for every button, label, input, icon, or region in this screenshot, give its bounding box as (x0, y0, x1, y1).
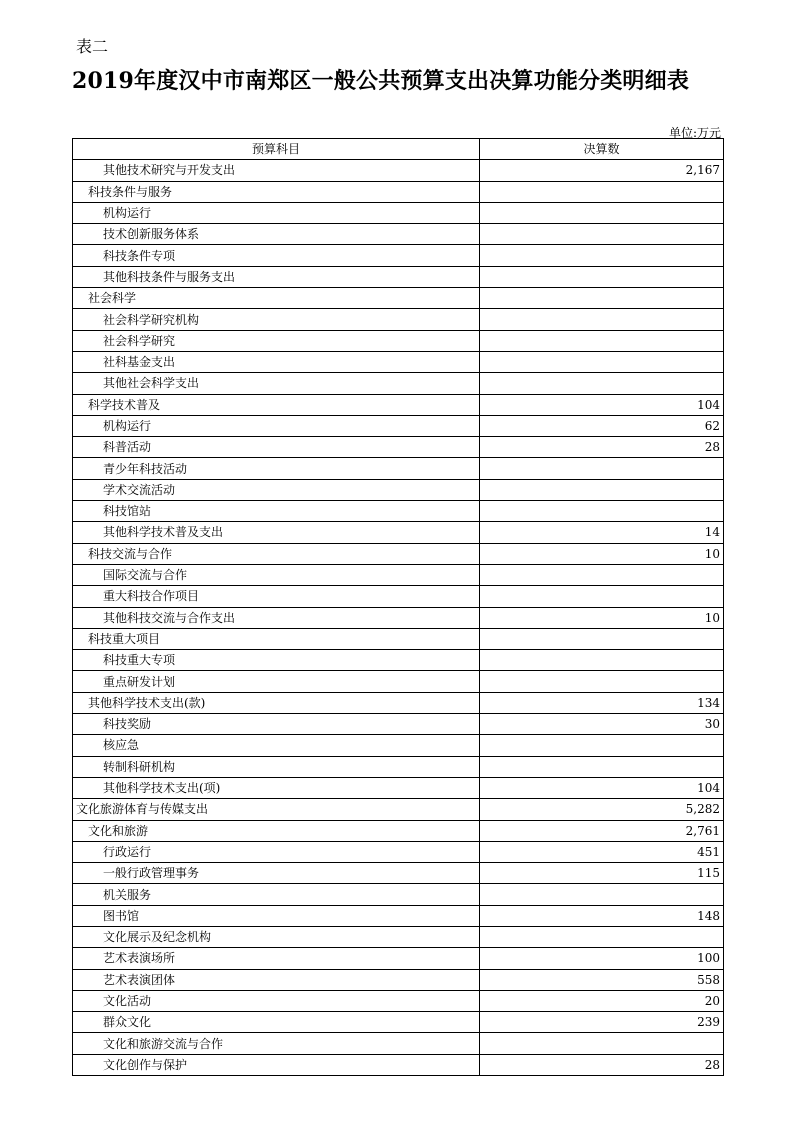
amount-cell (480, 756, 724, 777)
amount-cell: 104 (480, 394, 724, 415)
subject-cell: 社会科学研究 (73, 330, 480, 351)
table-row (73, 926, 724, 947)
table-row (73, 671, 724, 692)
table-row (73, 543, 724, 564)
subject-cell: 机关服务 (73, 884, 480, 905)
amount-cell: 115 (480, 863, 724, 884)
subject-cell: 其他科学技术普及支出 (73, 522, 480, 543)
subject-cell: 科技重大专项 (73, 650, 480, 671)
table-row (73, 501, 724, 522)
subject-cell: 国际交流与合作 (73, 564, 480, 585)
amount-cell: 14 (480, 522, 724, 543)
table-row (73, 863, 724, 884)
column-header-subject: 预算科目 (73, 139, 480, 160)
amount-cell: 28 (480, 437, 724, 458)
table-body (73, 160, 724, 1076)
table-row (73, 820, 724, 841)
subject-cell: 其他科学技术支出(款) (73, 692, 480, 713)
subject-cell: 机构运行 (73, 415, 480, 436)
subject-cell: 图书馆 (73, 905, 480, 926)
subject-cell: 核应急 (73, 735, 480, 756)
amount-cell: 10 (480, 543, 724, 564)
table-row (73, 799, 724, 820)
subject-cell: 其他科技条件与服务支出 (73, 266, 480, 287)
subject-cell: 其他社会科学支出 (73, 373, 480, 394)
amount-cell (480, 926, 724, 947)
subject-cell: 艺术表演场所 (73, 948, 480, 969)
amount-cell (480, 650, 724, 671)
table-row (73, 245, 724, 266)
table-row (73, 607, 724, 628)
subject-cell: 科技馆站 (73, 501, 480, 522)
table-row (73, 1033, 724, 1054)
subject-cell: 文化和旅游 (73, 820, 480, 841)
amount-cell (480, 288, 724, 309)
subject-cell: 科学技术普及 (73, 394, 480, 415)
table-row (73, 969, 724, 990)
amount-cell: 28 (480, 1054, 724, 1075)
unit-label: 单位:万元 (668, 126, 721, 140)
subject-cell: 重大科技合作项目 (73, 586, 480, 607)
table-row (73, 650, 724, 671)
table-row (73, 990, 724, 1011)
amount-cell (480, 671, 724, 692)
amount-cell: 20 (480, 990, 724, 1011)
subject-cell: 社会科学 (73, 288, 480, 309)
table-row (73, 394, 724, 415)
table-row (73, 224, 724, 245)
amount-cell: 104 (480, 777, 724, 798)
subject-cell: 科技重大项目 (73, 628, 480, 649)
amount-cell (480, 1033, 724, 1054)
amount-cell: 134 (480, 692, 724, 713)
table-row (73, 479, 724, 500)
subject-cell: 一般行政管理事务 (73, 863, 480, 884)
table-row (73, 692, 724, 713)
table-row (73, 522, 724, 543)
subject-cell: 学术交流活动 (73, 479, 480, 500)
subject-cell: 技术创新服务体系 (73, 224, 480, 245)
column-header-amount: 决算数 (480, 139, 724, 160)
amount-cell (480, 564, 724, 585)
subject-cell: 文化展示及纪念机构 (73, 926, 480, 947)
table-row (73, 564, 724, 585)
subject-cell: 文化创作与保护 (73, 1054, 480, 1075)
table-row (73, 735, 724, 756)
table-row (73, 1054, 724, 1075)
amount-cell: 10 (480, 607, 724, 628)
budget-table (72, 138, 724, 1076)
table-row (73, 160, 724, 181)
subject-cell: 艺术表演团体 (73, 969, 480, 990)
amount-cell: 62 (480, 415, 724, 436)
table-row (73, 288, 724, 309)
table-row (73, 266, 724, 287)
amount-cell (480, 266, 724, 287)
amount-cell (480, 479, 724, 500)
table-row (73, 351, 724, 372)
amount-cell: 239 (480, 1012, 724, 1033)
table-number-label: 表二 (76, 37, 109, 56)
amount-cell (480, 458, 724, 479)
amount-cell (480, 202, 724, 223)
subject-cell: 科技奖励 (73, 714, 480, 735)
amount-cell: 30 (480, 714, 724, 735)
subject-cell: 文化活动 (73, 990, 480, 1011)
subject-cell: 重点研发计划 (73, 671, 480, 692)
amount-cell (480, 245, 724, 266)
amount-cell: 2,167 (480, 160, 724, 181)
amount-cell: 2,761 (480, 820, 724, 841)
table-row (73, 628, 724, 649)
subject-cell: 其他技术研究与开发支出 (73, 160, 480, 181)
subject-cell: 科技条件专项 (73, 245, 480, 266)
table-row (73, 905, 724, 926)
amount-cell (480, 330, 724, 351)
amount-cell (480, 501, 724, 522)
amount-cell (480, 181, 724, 202)
subject-cell: 文化和旅游交流与合作 (73, 1033, 480, 1054)
amount-cell (480, 309, 724, 330)
table-row (73, 948, 724, 969)
subject-cell: 机构运行 (73, 202, 480, 223)
table-row (73, 586, 724, 607)
table-row (73, 437, 724, 458)
subject-cell: 其他科学技术支出(项) (73, 777, 480, 798)
subject-cell: 其他科技交流与合作支出 (73, 607, 480, 628)
page-title: 2019年度汉中市南郑区一般公共预算支出决算功能分类明细表 (72, 68, 690, 94)
table-row (73, 714, 724, 735)
subject-cell: 转制科研机构 (73, 756, 480, 777)
subject-cell: 社科基金支出 (73, 351, 480, 372)
subject-cell: 文化旅游体育与传媒支出 (73, 799, 480, 820)
table-row (73, 202, 724, 223)
table-row (73, 1012, 724, 1033)
subject-cell: 行政运行 (73, 841, 480, 862)
amount-cell: 5,282 (480, 799, 724, 820)
subject-cell: 青少年科技活动 (73, 458, 480, 479)
amount-cell: 100 (480, 948, 724, 969)
table-row (73, 756, 724, 777)
table-row (73, 841, 724, 862)
subject-cell: 群众文化 (73, 1012, 480, 1033)
subject-cell: 科普活动 (73, 437, 480, 458)
table-row (73, 181, 724, 202)
amount-cell: 148 (480, 905, 724, 926)
subject-cell: 社会科学研究机构 (73, 309, 480, 330)
amount-cell (480, 628, 724, 649)
table-row (73, 309, 724, 330)
table-row (73, 373, 724, 394)
amount-cell (480, 735, 724, 756)
amount-cell (480, 224, 724, 245)
amount-cell (480, 351, 724, 372)
amount-cell: 451 (480, 841, 724, 862)
table-row (73, 777, 724, 798)
amount-cell (480, 586, 724, 607)
table-row (73, 458, 724, 479)
subject-cell: 科技条件与服务 (73, 181, 480, 202)
amount-cell (480, 373, 724, 394)
subject-cell: 科技交流与合作 (73, 543, 480, 564)
amount-cell: 558 (480, 969, 724, 990)
table-row (73, 884, 724, 905)
table-row (73, 415, 724, 436)
amount-cell (480, 884, 724, 905)
table-row (73, 330, 724, 351)
table-header-row (73, 139, 724, 160)
